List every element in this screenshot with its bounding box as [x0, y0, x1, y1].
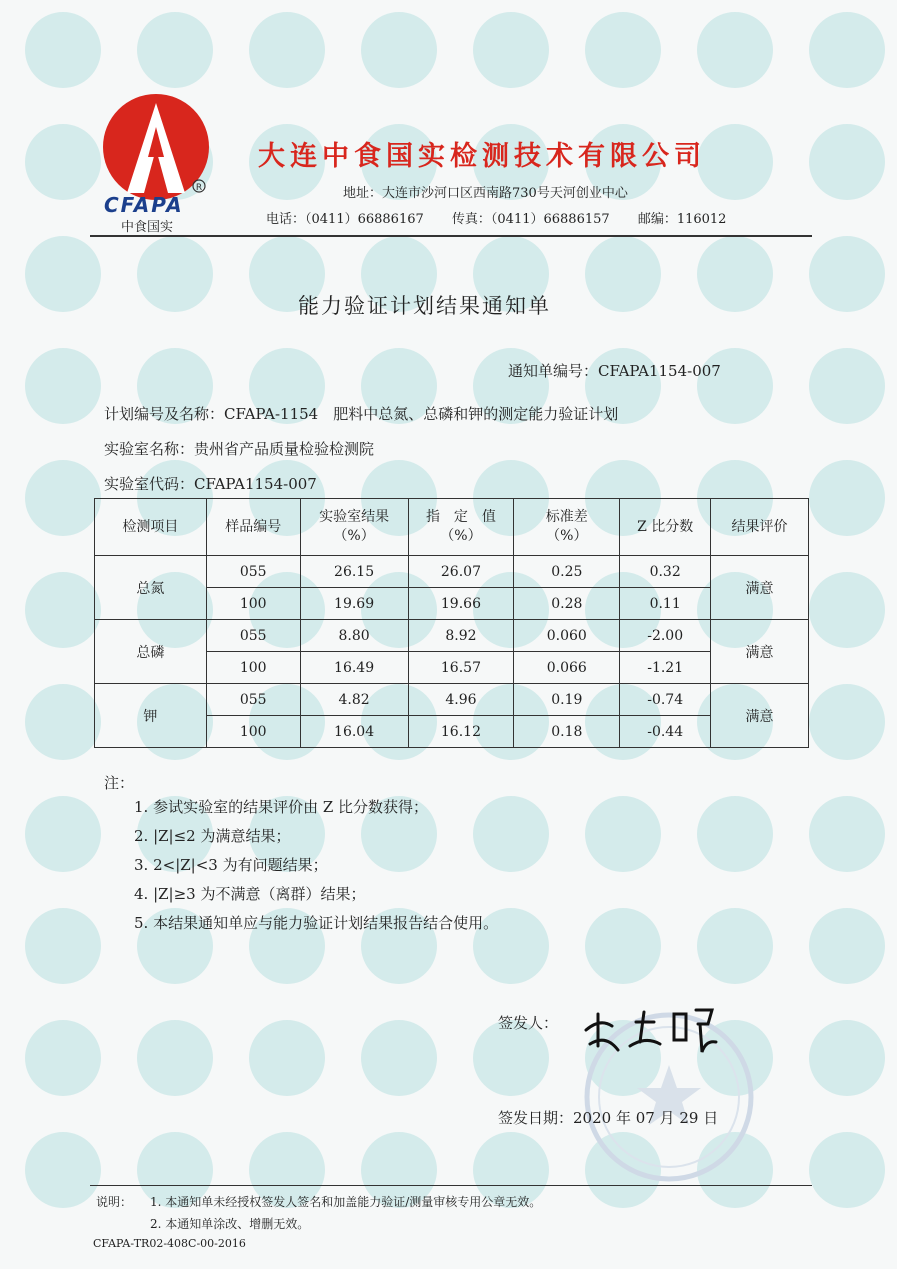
- header-divider: [90, 235, 812, 237]
- sd-cell: 0.28: [514, 588, 620, 620]
- z-cell: -0.44: [620, 716, 711, 748]
- sd-cell: 0.066: [514, 652, 620, 684]
- rating-cell: 满意: [711, 556, 809, 620]
- sd-cell: 0.19: [514, 684, 620, 716]
- note-item: 4. |Z|≥3 为不满意（离群）结果；: [134, 885, 366, 903]
- note-item: 3. 2<|Z|<3 为有问题结果；: [134, 856, 328, 874]
- svg-text:R: R: [195, 183, 203, 193]
- lab-result-cell: 16.04: [300, 716, 408, 748]
- logo-cn-text: 中食国实: [121, 220, 174, 235]
- item-cell: 钾: [95, 684, 207, 748]
- header-lab-result: 实验室结果 （%）: [300, 499, 408, 556]
- lab-result-cell: 26.15: [300, 556, 408, 588]
- table-row: [95, 684, 809, 716]
- note-item: 5. 本结果通知单应与能力验证计划结果报告结合使用。: [134, 914, 499, 932]
- lab-name-line: 实验室名称：贵州省产品质量检验检测院: [104, 440, 375, 458]
- note-item: 1. 参试实验室的结果评价由 Z 比分数获得；: [134, 798, 429, 816]
- sample-cell: 100: [206, 588, 300, 620]
- company-name: 大连中食国实检测技术有限公司: [258, 141, 706, 172]
- sd-cell: 0.060: [514, 620, 620, 652]
- table-row: [95, 620, 809, 652]
- assigned-cell: 16.57: [408, 652, 514, 684]
- footer-note: 1. 本通知单未经授权签发人签名和加盖能力验证/测量审核专用公章无效。: [150, 1195, 542, 1209]
- notes-heading: 注：: [104, 774, 135, 792]
- company-address: 地址：大连市沙河口区西南路730号天河创业中心: [343, 186, 628, 201]
- assigned-cell: 4.96: [408, 684, 514, 716]
- sign-date: 签发日期：2020 年 07 月 29 日: [498, 1109, 719, 1127]
- form-code: CFAPA-TR02-408C-00-2016: [93, 1237, 246, 1250]
- assigned-cell: 19.66: [408, 588, 514, 620]
- z-cell: 0.11: [620, 588, 711, 620]
- lab-result-cell: 4.82: [300, 684, 408, 716]
- table-row: [95, 556, 809, 588]
- fax-text: 传真：（0411）66886157: [451, 212, 610, 227]
- sample-cell: 055: [206, 556, 300, 588]
- table-header-row: [95, 499, 809, 556]
- header-z-score: Z 比分数: [620, 499, 711, 556]
- plan-line: 计划编号及名称：CFAPA-1154 肥料中总氮、总磷和钾的测定能力验证计划: [104, 405, 619, 423]
- phone-text: 电话：（0411）66886167: [266, 212, 424, 227]
- assigned-cell: 8.92: [408, 620, 514, 652]
- note-item: 2. |Z|≤2 为满意结果；: [134, 827, 291, 845]
- item-cell: 总氮: [95, 556, 207, 620]
- sample-cell: 055: [206, 684, 300, 716]
- sd-cell: 0.25: [514, 556, 620, 588]
- z-cell: -2.00: [620, 620, 711, 652]
- rating-cell: 满意: [711, 684, 809, 748]
- lab-code-line: 实验室代码：CFAPA1154-007: [104, 475, 317, 493]
- document-title: 能力验证计划结果通知单: [298, 294, 551, 318]
- lab-result-cell: 8.80: [300, 620, 408, 652]
- handwritten-signature: [578, 1000, 728, 1060]
- sd-cell: 0.18: [514, 716, 620, 748]
- logo-text: CFAPA: [104, 193, 184, 217]
- sample-cell: 100: [206, 652, 300, 684]
- header-sample: 样品编号: [206, 499, 300, 556]
- assigned-cell: 26.07: [408, 556, 514, 588]
- sample-cell: 055: [206, 620, 300, 652]
- header-std-dev: 标准差 （%）: [514, 499, 620, 556]
- z-cell: -0.74: [620, 684, 711, 716]
- header-assigned-value: 指 定 值 （%）: [408, 499, 514, 556]
- sample-cell: 100: [206, 716, 300, 748]
- results-table: [94, 498, 809, 748]
- lab-result-cell: 16.49: [300, 652, 408, 684]
- lab-result-cell: 19.69: [300, 588, 408, 620]
- item-cell: 总磷: [95, 620, 207, 684]
- rating-cell: 满意: [711, 620, 809, 684]
- header-item: 检测项目: [95, 499, 207, 556]
- notice-number: 通知单编号：CFAPA1154-007: [508, 362, 721, 380]
- company-contact: [266, 208, 748, 227]
- postcode-text: 邮编：116012: [637, 212, 727, 227]
- footer-divider: [90, 1185, 812, 1186]
- header-rating: 结果评价: [711, 499, 809, 556]
- footer-label: 说明：: [96, 1195, 133, 1209]
- signer-label: 签发人：: [498, 1014, 559, 1032]
- assigned-cell: 16.12: [408, 716, 514, 748]
- footer-note: 2. 本通知单涂改、增删无效。: [150, 1217, 310, 1231]
- z-cell: -1.21: [620, 652, 711, 684]
- z-cell: 0.32: [620, 556, 711, 588]
